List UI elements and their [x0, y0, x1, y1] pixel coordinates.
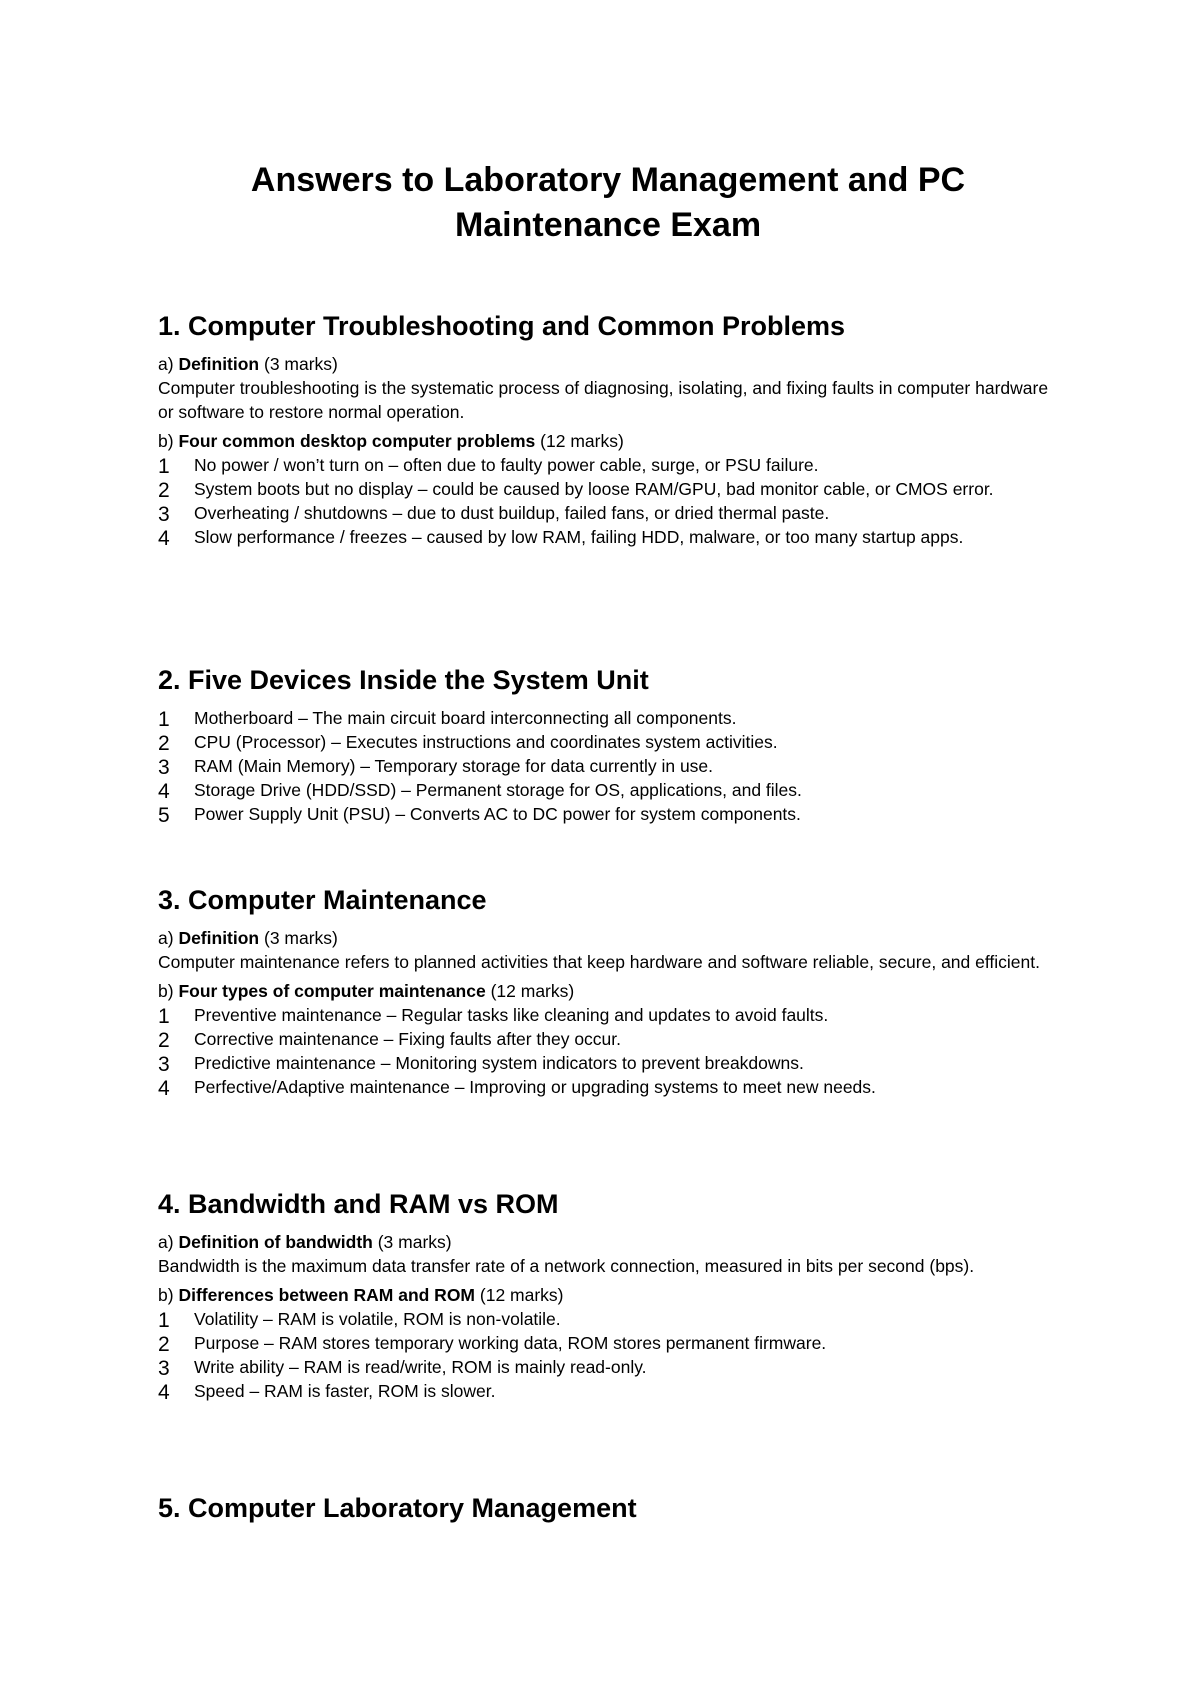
section-heading: 5. Computer Laboratory Management [158, 1493, 637, 1523]
list-text: Perfective/Adaptive maintenance – Improving or upgrading systems to meet new needs. [194, 1077, 876, 1097]
list-number: 2 [158, 732, 170, 755]
list-text: System boots but no display – could be caused by loose RAM/GPU, bad monitor cable, or CMOS error. [194, 479, 994, 499]
subheading-prefix: a) [158, 354, 174, 374]
list-number: 3 [158, 1053, 170, 1076]
subheading-label: Definition of bandwidth [178, 1232, 373, 1252]
list-item [158, 802, 1058, 826]
subheading-marks: (3 marks) [264, 928, 338, 948]
section-maintenance [158, 883, 1058, 1099]
section-bandwidth-ram-rom [158, 1187, 1058, 1403]
problems-list [158, 453, 1058, 549]
list-item [158, 706, 1058, 730]
maintenance-types-list [158, 1003, 1058, 1099]
section-lab-management [158, 1491, 1058, 1525]
list-item [158, 754, 1058, 778]
list-number: 2 [158, 1333, 170, 1356]
subheading-label: Definition [178, 928, 260, 948]
subheading-marks: (3 marks) [264, 354, 338, 374]
list-text: Storage Drive (HDD/SSD) – Permanent storage for OS, applications, and files. [194, 780, 802, 800]
list-text: Overheating / shutdowns – due to dust buildup, failed fans, or dried thermal paste. [194, 503, 830, 523]
list-item [158, 1003, 1058, 1027]
list-number: 3 [158, 756, 170, 779]
section-troubleshooting [158, 309, 1058, 549]
list-text: No power / won’t turn on – often due to faulty power cable, surge, or PSU failure. [194, 455, 819, 475]
subheading-prefix: b) [158, 1285, 174, 1305]
list-number: 4 [158, 780, 170, 803]
list-text: Predictive maintenance – Monitoring system indicators to prevent breakdowns. [194, 1053, 804, 1073]
section-heading: 1. Computer Troubleshooting and Common Problems [158, 311, 846, 341]
list-item [158, 730, 1058, 754]
list-number: 4 [158, 527, 170, 550]
list-number: 3 [158, 1357, 170, 1380]
list-text: Power Supply Unit (PSU) – Converts AC to DC power for system components. [194, 804, 801, 824]
list-text: Motherboard – The main circuit board interconnecting all components. [194, 708, 737, 728]
subheading-a [158, 352, 1058, 376]
list-text: Preventive maintenance – Regular tasks like cleaning and updates to avoid faults. [194, 1005, 829, 1025]
list-number: 1 [158, 455, 170, 478]
definition-text: Bandwidth is the maximum data transfer rate of a network connection, measured in bits per second (bps). [158, 1256, 975, 1276]
subheading-a [158, 926, 1058, 950]
list-text: Speed – RAM is faster, ROM is slower. [194, 1381, 496, 1401]
list-number: 1 [158, 1005, 170, 1028]
subheading-a [158, 1230, 1058, 1254]
definition-text: Computer troubleshooting is the systematic process of diagnosing, isolating, and fixing faults in computer hardware or software to restore normal operation. [158, 378, 1049, 422]
list-item [158, 1307, 1058, 1331]
subheading-label: Four types of computer maintenance [178, 981, 486, 1001]
list-number: 1 [158, 708, 170, 731]
list-item [158, 1051, 1058, 1075]
section-heading: 4. Bandwidth and RAM vs ROM [158, 1189, 559, 1219]
list-item [158, 1027, 1058, 1051]
list-text: Slow performance / freezes – caused by low RAM, failing HDD, malware, or too many startup apps. [194, 527, 964, 547]
list-text: CPU (Processor) – Executes instructions and coordinates system activities. [194, 732, 778, 752]
list-item [158, 501, 1058, 525]
list-text: Corrective maintenance – Fixing faults after they occur. [194, 1029, 622, 1049]
list-number: 2 [158, 1029, 170, 1052]
list-text: RAM (Main Memory) – Temporary storage for data currently in use. [194, 756, 714, 776]
list-number: 4 [158, 1077, 170, 1100]
subheading-label: Four common desktop computer problems [178, 431, 536, 451]
list-number: 1 [158, 1309, 170, 1332]
list-number: 4 [158, 1381, 170, 1404]
list-number: 5 [158, 804, 170, 827]
list-text: Write ability – RAM is read/write, ROM is mainly read-only. [194, 1357, 647, 1377]
ram-rom-differences-list [158, 1307, 1058, 1403]
list-item [158, 1379, 1058, 1403]
document-title: Answers to Laboratory Management and PC Maintenance Exam [250, 161, 966, 244]
list-number: 2 [158, 479, 170, 502]
subheading-b [158, 1283, 1058, 1307]
section-heading: 2. Five Devices Inside the System Unit [158, 665, 649, 695]
list-text: Volatility – RAM is volatile, ROM is non-volatile. [194, 1309, 561, 1329]
subheading-marks: (12 marks) [479, 1285, 564, 1305]
subheading-prefix: a) [158, 1232, 174, 1252]
subheading-b [158, 979, 1058, 1003]
list-item [158, 1075, 1058, 1099]
list-item [158, 525, 1058, 549]
subheading-marks: (12 marks) [540, 431, 624, 451]
list-text: Purpose – RAM stores temporary working data, ROM stores permanent firmware. [194, 1333, 827, 1353]
subheading-b [158, 429, 1058, 453]
list-item [158, 477, 1058, 501]
subheading-label: Definition [178, 354, 260, 374]
list-item [158, 453, 1058, 477]
list-number: 3 [158, 503, 170, 526]
devices-list [158, 706, 1058, 826]
subheading-prefix: a) [158, 928, 174, 948]
subheading-marks: (3 marks) [377, 1232, 452, 1252]
section-system-unit-devices [158, 663, 1058, 826]
definition-text: Computer maintenance refers to planned activities that keep hardware and software reliable, secure, and efficient. [158, 952, 1040, 972]
list-item [158, 778, 1058, 802]
subheading-label: Differences between RAM and ROM [178, 1285, 476, 1305]
subheading-prefix: b) [158, 431, 174, 451]
subheading-marks: (12 marks) [490, 981, 575, 1001]
list-item [158, 1331, 1058, 1355]
subheading-prefix: b) [158, 981, 174, 1001]
list-item [158, 1355, 1058, 1379]
section-heading: 3. Computer Maintenance [158, 885, 487, 915]
